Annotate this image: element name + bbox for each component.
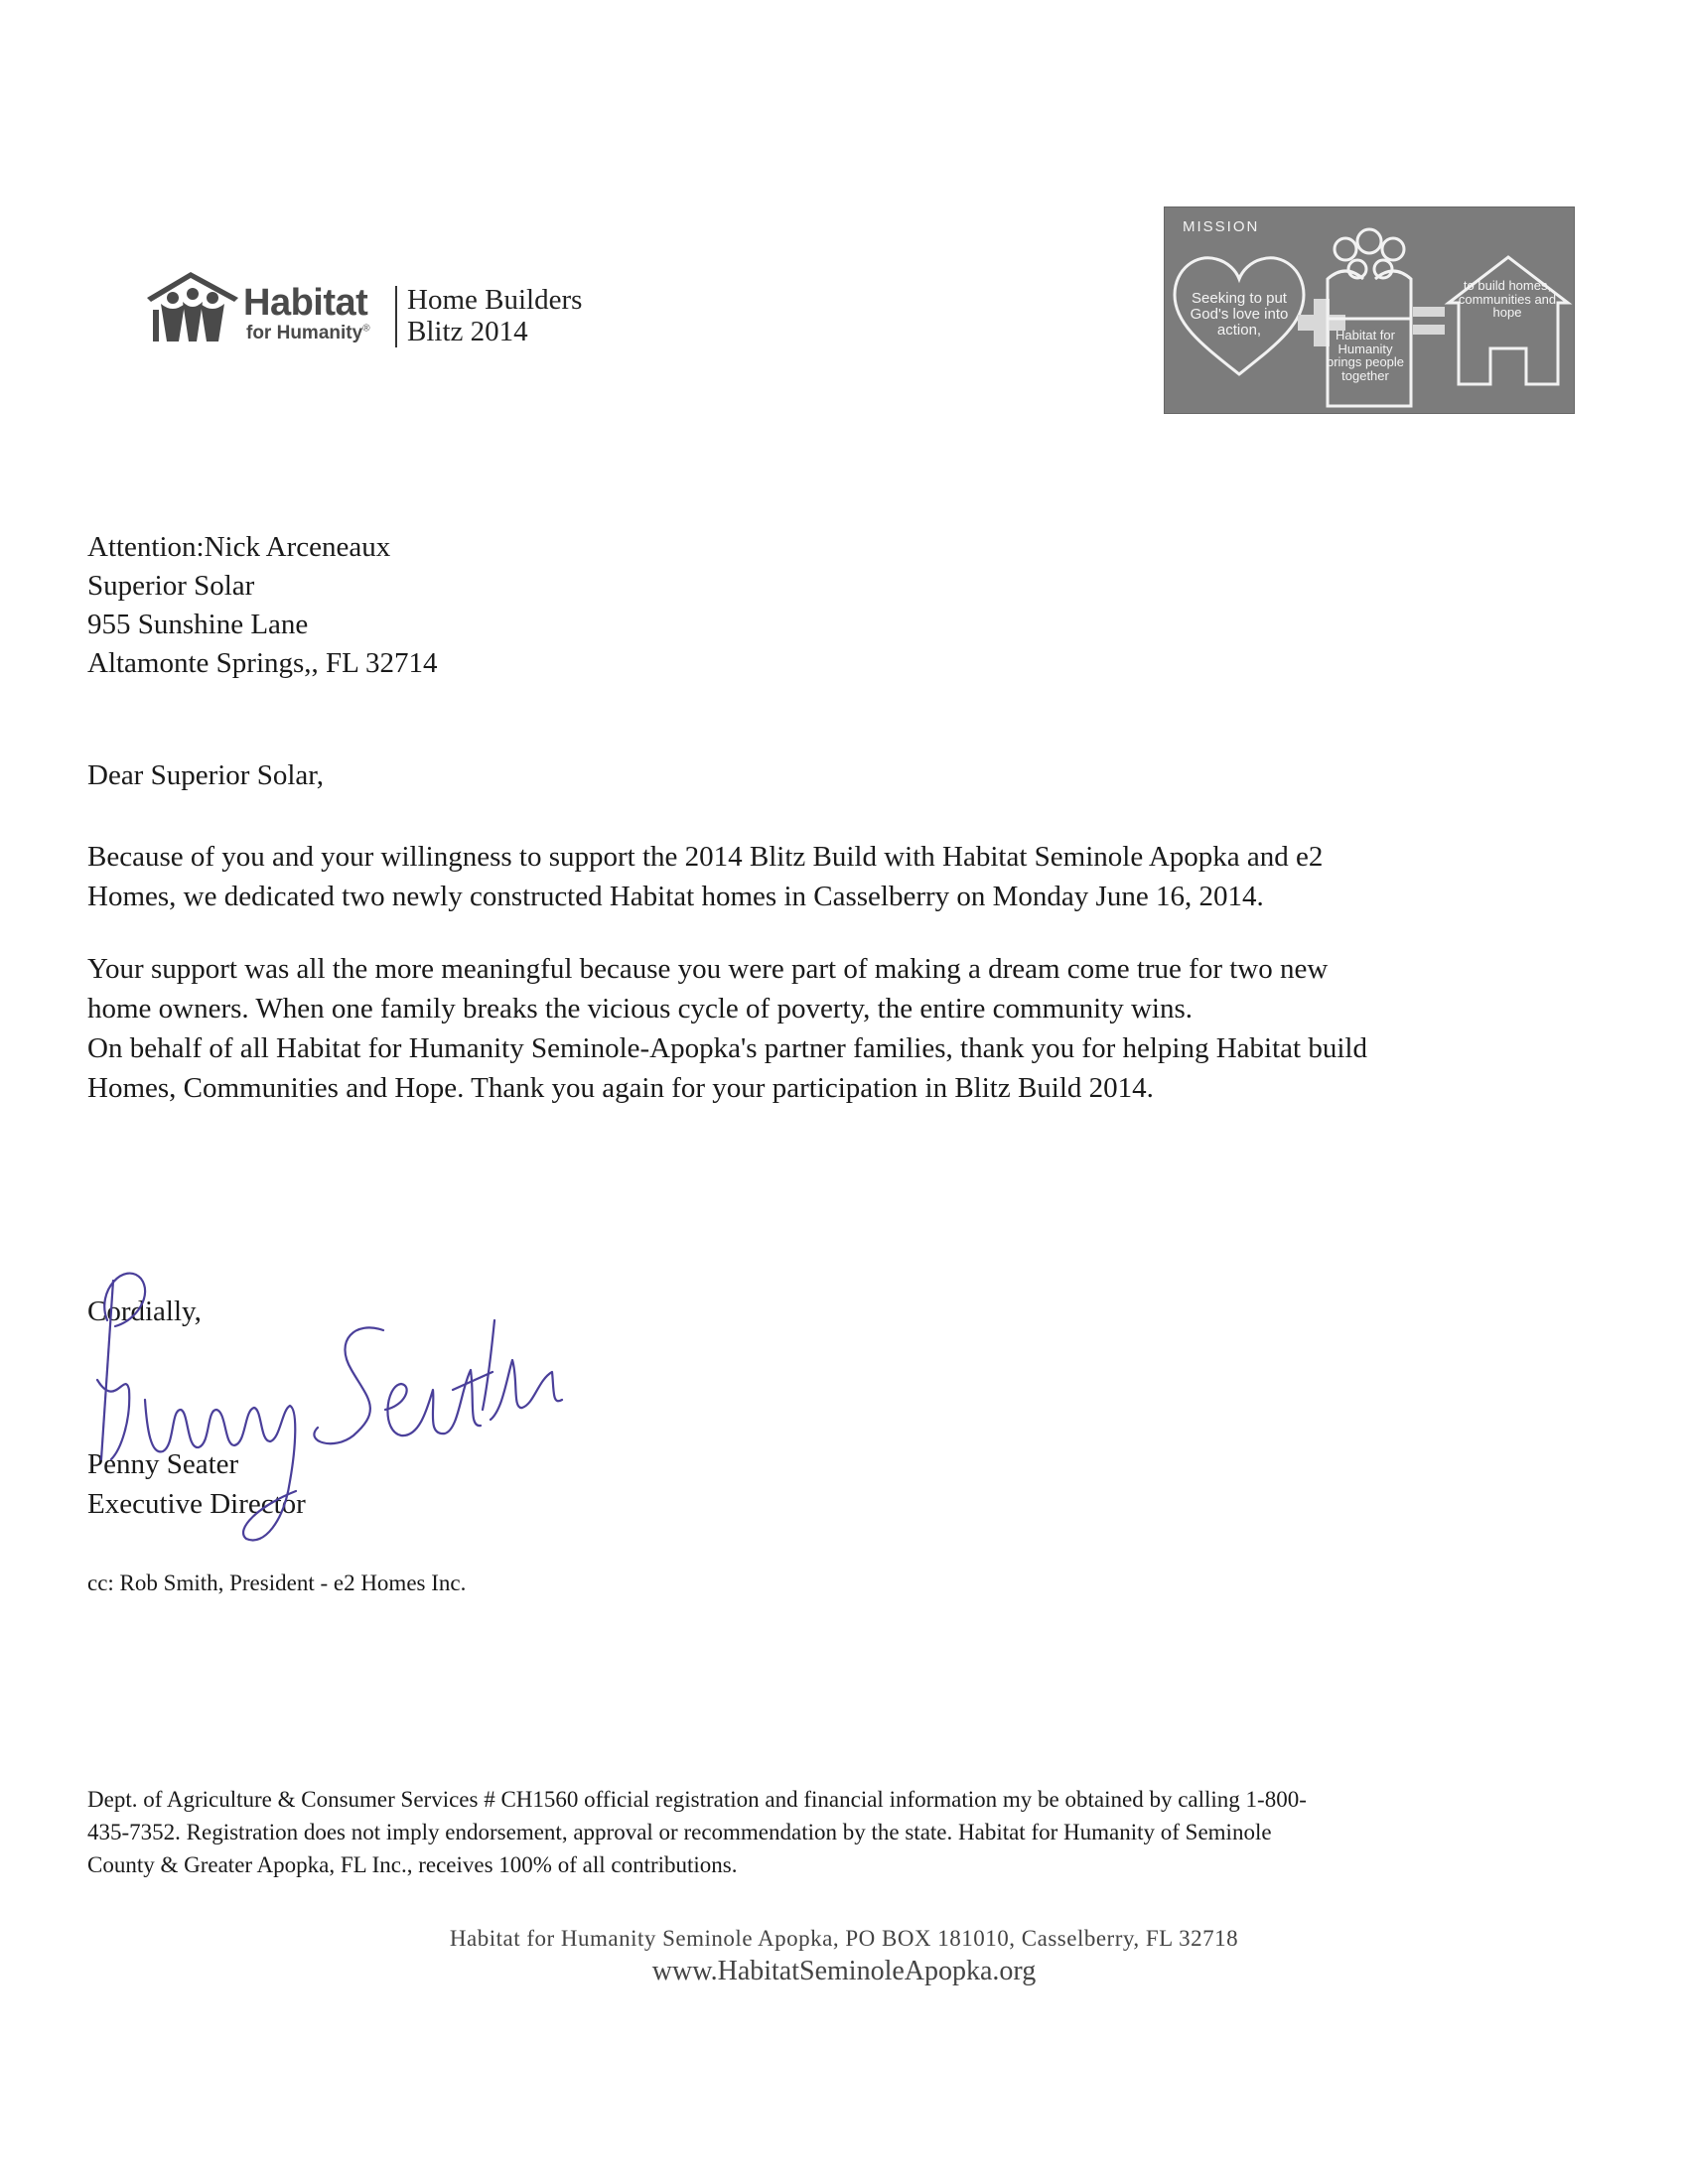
disclaimer-line-2: 435-7352. Registration does not imply endorsement, approval or recommendation by the state. Habitat for Humanity of Seminole bbox=[87, 1820, 1272, 1844]
disclaimer-line-1: Dept. of Agriculture & Consumer Services # CH1560 official registration and financial information my be obtained by calling 1-800- bbox=[87, 1787, 1307, 1812]
logo-event-line2: Blitz 2014 bbox=[407, 316, 528, 347]
paragraph-2-line-2: home owners. When one family breaks the vicious cycle of poverty, the entire community wins. bbox=[87, 993, 1193, 1024]
paragraph-1-line-2: Homes, we dedicated two newly constructed Habitat homes in Casselberry on Monday June 16, 2014. bbox=[87, 881, 1264, 912]
recipient-street: 955 Sunshine Lane bbox=[87, 609, 309, 640]
habitat-house-people-icon bbox=[139, 268, 246, 347]
footer-address: Habitat for Humanity Seminole Apopka, PO BOX 181010, Casselberry, FL 32718 bbox=[449, 1926, 1239, 1951]
logo-divider bbox=[395, 286, 397, 347]
mission-title: MISSION bbox=[1183, 218, 1260, 235]
recipient-company: Superior Solar bbox=[87, 570, 255, 602]
paragraph-2-line-4: Homes, Communities and Hope. Thank you again for your participation in Blitz Build 2014. bbox=[87, 1072, 1154, 1104]
mission-graphic bbox=[1164, 206, 1575, 414]
recipient-city: Altamonte Springs,, FL 32714 bbox=[87, 647, 438, 679]
paragraph-1-line-1: Because of you and your willingness to support the 2014 Blitz Build with Habitat Seminole Apopka and e2 bbox=[87, 841, 1324, 873]
equals-icon-bottom bbox=[1413, 325, 1445, 335]
paragraph-2-line-3: On behalf of all Habitat for Humanity Seminole-Apopka's partner families, thank you for helping Habitat build bbox=[87, 1032, 1367, 1064]
logo-event-line1: Home Builders bbox=[407, 284, 583, 316]
mission-center-text: Habitat for Humanity brings people together bbox=[1326, 328, 1405, 383]
habitat-logo bbox=[139, 260, 616, 359]
logo-brand-subtext: for Humanity® bbox=[246, 323, 370, 343]
disclaimer-line-3: County & Greater Apopka, FL Inc., receives 100% of all contributions. bbox=[87, 1852, 738, 1877]
letter-paragraph-1 bbox=[87, 837, 1617, 916]
registration-disclaimer bbox=[87, 1783, 1597, 1881]
handwritten-signature bbox=[85, 1261, 641, 1549]
paragraph-2-line-1: Your support was all the more meaningful because you were part of making a dream come true for two new bbox=[87, 953, 1329, 985]
equals-icon-top bbox=[1413, 307, 1445, 317]
mission-house-text: to build homes, communities and hope bbox=[1458, 278, 1557, 321]
recipient-attention: Attention:Nick Arceneaux bbox=[87, 531, 391, 563]
house-icon bbox=[1449, 257, 1568, 384]
signer-title: Executive Director bbox=[87, 1488, 306, 1520]
logo-brand-text: Habitat bbox=[243, 282, 368, 324]
salutation: Dear Superior Solar, bbox=[87, 759, 325, 791]
footer-website-link[interactable]: www.HabitatSeminoleApopka.org bbox=[651, 1956, 1037, 1986]
signer-name: Penny Seater bbox=[87, 1448, 239, 1480]
cc-line: cc: Rob Smith, President - e2 Homes Inc. bbox=[87, 1570, 467, 1595]
letter-paragraph-2 bbox=[87, 949, 1617, 1108]
mission-heart-text: Seeking to put God's love into action, bbox=[1190, 290, 1289, 339]
closing: Cordially, bbox=[87, 1296, 202, 1327]
